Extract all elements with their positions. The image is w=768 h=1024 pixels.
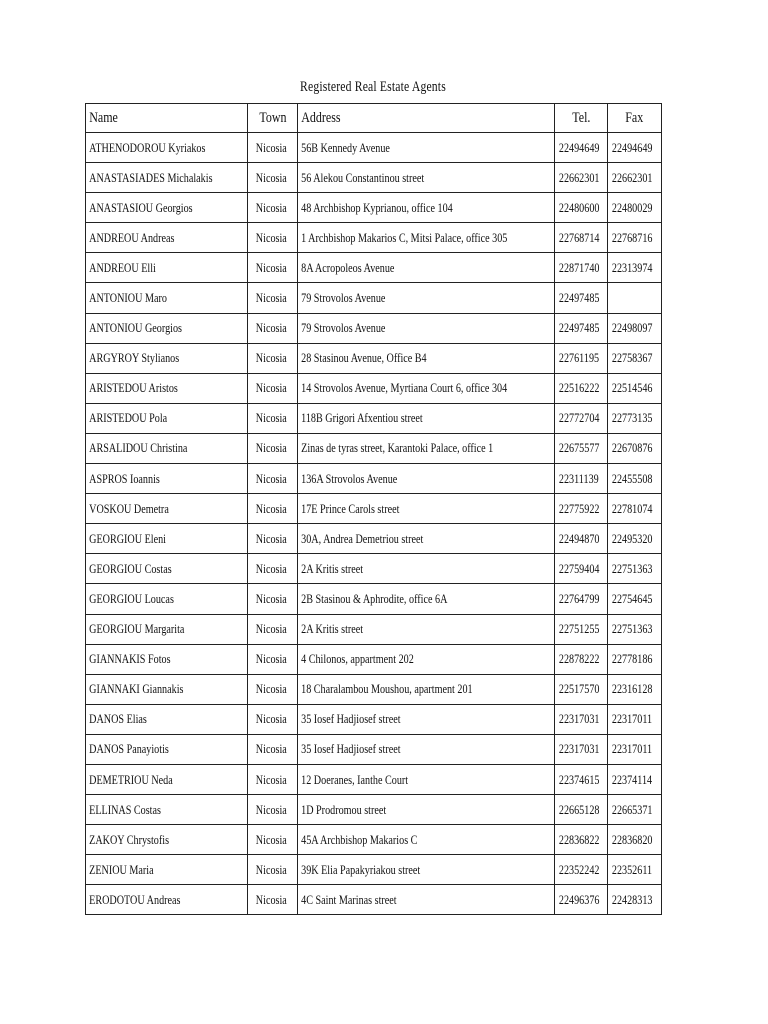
cell-address: 1 Archbishop Makarios C, Mitsi Palace, office 305 <box>298 223 555 253</box>
cell-address: 48 Archbishop Kyprianou, office 104 <box>298 193 555 223</box>
cell-town: Nicosia <box>248 644 298 674</box>
cell-address: 4 Chilonos, appartment 202 <box>298 644 555 674</box>
cell-town: Nicosia <box>248 494 298 524</box>
table-row <box>86 825 662 855</box>
column-header-tel: Tel. <box>555 104 608 133</box>
cell-fax: 22773135 <box>608 403 662 433</box>
table-row <box>86 133 662 163</box>
cell-fax: 22751363 <box>608 554 662 584</box>
cell-fax: 22758367 <box>608 343 662 373</box>
cell-tel: 22317031 <box>555 704 608 734</box>
cell-tel: 22768714 <box>555 223 608 253</box>
cell-tel: 22761195 <box>555 343 608 373</box>
cell-name: ELLINAS Costas <box>86 795 248 825</box>
cell-name: ASPROS Ioannis <box>86 464 248 494</box>
cell-tel: 22496376 <box>555 885 608 915</box>
cell-fax: 22751363 <box>608 614 662 644</box>
cell-address: 79 Strovolos Avenue <box>298 283 555 313</box>
cell-town: Nicosia <box>248 825 298 855</box>
cell-name: ANASTASIADES Michalakis <box>86 163 248 193</box>
cell-fax: 22495320 <box>608 524 662 554</box>
table-row <box>86 283 662 313</box>
cell-name: ANDREOU Elli <box>86 253 248 283</box>
table-header-row <box>86 104 662 133</box>
cell-tel: 22775922 <box>555 494 608 524</box>
column-header-town: Town <box>248 104 298 133</box>
cell-name: ERODOTOU Andreas <box>86 885 248 915</box>
cell-tel: 22662301 <box>555 163 608 193</box>
cell-fax: 22665371 <box>608 795 662 825</box>
cell-fax: 22836820 <box>608 825 662 855</box>
cell-tel: 22836822 <box>555 825 608 855</box>
cell-tel: 22517570 <box>555 674 608 704</box>
cell-address: 35 Iosef Hadjiosef street <box>298 734 555 764</box>
cell-name: DANOS Elias <box>86 704 248 734</box>
cell-town: Nicosia <box>248 584 298 614</box>
cell-tel: 22751255 <box>555 614 608 644</box>
cell-address: 1D Prodromou street <box>298 795 555 825</box>
cell-name: VOSKOU Demetra <box>86 494 248 524</box>
cell-fax: 22670876 <box>608 433 662 463</box>
cell-tel: 22675577 <box>555 433 608 463</box>
cell-address: 17E Prince Carols street <box>298 494 555 524</box>
cell-name: ZENIOU Maria <box>86 855 248 885</box>
cell-town: Nicosia <box>248 343 298 373</box>
cell-address: 14 Strovolos Avenue, Myrtiana Court 6, office 304 <box>298 373 555 403</box>
cell-fax: 22316128 <box>608 674 662 704</box>
cell-name: GEORGIOU Margarita <box>86 614 248 644</box>
cell-fax: 22662301 <box>608 163 662 193</box>
cell-town: Nicosia <box>248 403 298 433</box>
cell-town: Nicosia <box>248 464 298 494</box>
cell-name: ANDREOU Andreas <box>86 223 248 253</box>
cell-name: GEORGIOU Loucas <box>86 584 248 614</box>
cell-town: Nicosia <box>248 764 298 794</box>
table-row <box>86 704 662 734</box>
cell-fax: 22317011 <box>608 704 662 734</box>
cell-fax: 22498097 <box>608 313 662 343</box>
cell-name: ARSALIDOU Christina <box>86 433 248 463</box>
cell-town: Nicosia <box>248 614 298 644</box>
column-header-address: Address <box>298 104 555 133</box>
cell-tel: 22480600 <box>555 193 608 223</box>
cell-fax: 22428313 <box>608 885 662 915</box>
cell-name: ANTONIOU Maro <box>86 283 248 313</box>
cell-name: DANOS Panayiotis <box>86 734 248 764</box>
table-row <box>86 464 662 494</box>
cell-name: GEORGIOU Eleni <box>86 524 248 554</box>
cell-tel: 22878222 <box>555 644 608 674</box>
cell-name: ARISTEDOU Aristos <box>86 373 248 403</box>
column-header-fax: Fax <box>608 104 662 133</box>
cell-fax: 22480029 <box>608 193 662 223</box>
table-row <box>86 223 662 253</box>
cell-address: 28 Stasinou Avenue, Office B4 <box>298 343 555 373</box>
cell-address: 79 Strovolos Avenue <box>298 313 555 343</box>
cell-address: 45A Archbishop Makarios C <box>298 825 555 855</box>
cell-name: ANASTASIOU Georgios <box>86 193 248 223</box>
cell-fax: 22778186 <box>608 644 662 674</box>
cell-address: 18 Charalambou Moushou, apartment 201 <box>298 674 555 704</box>
cell-address: Zinas de tyras street, Karantoki Palace, office 1 <box>298 433 555 463</box>
cell-tel: 22374615 <box>555 764 608 794</box>
table-row <box>86 644 662 674</box>
cell-address: 2A Kritis street <box>298 614 555 644</box>
cell-address: 12 Doeranes, Ianthe Court <box>298 764 555 794</box>
cell-name: GEORGIOU Costas <box>86 554 248 584</box>
table-row <box>86 313 662 343</box>
cell-address: 39K Elia Papakyriakou street <box>298 855 555 885</box>
cell-fax: 22352611 <box>608 855 662 885</box>
cell-tel: 22665128 <box>555 795 608 825</box>
table-row <box>86 614 662 644</box>
cell-tel: 22516222 <box>555 373 608 403</box>
cell-fax: 22768716 <box>608 223 662 253</box>
cell-name: ARISTEDOU Pola <box>86 403 248 433</box>
cell-address: 56B Kennedy Avenue <box>298 133 555 163</box>
cell-name: ZAKOY Chrystofis <box>86 825 248 855</box>
cell-town: Nicosia <box>248 133 298 163</box>
cell-fax: 22455508 <box>608 464 662 494</box>
agents-table <box>85 103 662 915</box>
cell-tel: 22497485 <box>555 283 608 313</box>
cell-name: ATHENODOROU Kyriakos <box>86 133 248 163</box>
table-row <box>86 584 662 614</box>
table-row <box>86 163 662 193</box>
cell-town: Nicosia <box>248 554 298 584</box>
cell-tel: 22871740 <box>555 253 608 283</box>
cell-town: Nicosia <box>248 704 298 734</box>
table-row <box>86 554 662 584</box>
cell-address: 2B Stasinou & Aphrodite, office 6A <box>298 584 555 614</box>
cell-address: 136A Strovolos Avenue <box>298 464 555 494</box>
table-row <box>86 253 662 283</box>
cell-town: Nicosia <box>248 855 298 885</box>
table-row <box>86 524 662 554</box>
table-row <box>86 373 662 403</box>
table-row <box>86 885 662 915</box>
cell-name: GIANNAKIS Fotos <box>86 644 248 674</box>
cell-tel: 22494649 <box>555 133 608 163</box>
cell-address: 4C Saint Marinas street <box>298 885 555 915</box>
cell-town: Nicosia <box>248 433 298 463</box>
cell-address: 2A Kritis street <box>298 554 555 584</box>
cell-town: Nicosia <box>248 223 298 253</box>
table-row <box>86 403 662 433</box>
cell-tel: 22352242 <box>555 855 608 885</box>
cell-town: Nicosia <box>248 193 298 223</box>
cell-name: ANTONIOU Georgios <box>86 313 248 343</box>
cell-tel: 22772704 <box>555 403 608 433</box>
cell-town: Nicosia <box>248 163 298 193</box>
cell-name: DEMETRIOU Neda <box>86 764 248 794</box>
agents-table-body <box>86 133 662 915</box>
cell-tel: 22759404 <box>555 554 608 584</box>
table-row <box>86 764 662 794</box>
table-row <box>86 855 662 885</box>
cell-fax: 22781074 <box>608 494 662 524</box>
cell-address: 8A Acropoleos Avenue <box>298 253 555 283</box>
cell-town: Nicosia <box>248 795 298 825</box>
cell-address: 30A, Andrea Demetriou street <box>298 524 555 554</box>
cell-town: Nicosia <box>248 283 298 313</box>
table-row <box>86 193 662 223</box>
cell-town: Nicosia <box>248 674 298 704</box>
cell-tel: 22497485 <box>555 313 608 343</box>
cell-fax: 22374114 <box>608 764 662 794</box>
table-row <box>86 433 662 463</box>
cell-fax: 22754645 <box>608 584 662 614</box>
page-title: Registered Real Estate Agents <box>300 79 446 95</box>
cell-fax: 22317011 <box>608 734 662 764</box>
cell-fax: 22494649 <box>608 133 662 163</box>
cell-town: Nicosia <box>248 373 298 403</box>
cell-town: Nicosia <box>248 885 298 915</box>
cell-town: Nicosia <box>248 253 298 283</box>
cell-address: 35 Iosef Hadjiosef street <box>298 704 555 734</box>
table-row <box>86 343 662 373</box>
table-row <box>86 494 662 524</box>
cell-tel: 22494870 <box>555 524 608 554</box>
cell-tel: 22311139 <box>555 464 608 494</box>
cell-fax <box>608 283 662 313</box>
column-header-name: Name <box>86 104 248 133</box>
cell-town: Nicosia <box>248 524 298 554</box>
cell-town: Nicosia <box>248 313 298 343</box>
cell-fax: 22514546 <box>608 373 662 403</box>
cell-name: GIANNAKI Giannakis <box>86 674 248 704</box>
cell-address: 118B Grigori Afxentiou street <box>298 403 555 433</box>
table-row <box>86 674 662 704</box>
cell-name: ARGYROY Stylianos <box>86 343 248 373</box>
cell-tel: 22764799 <box>555 584 608 614</box>
cell-tel: 22317031 <box>555 734 608 764</box>
cell-town: Nicosia <box>248 734 298 764</box>
table-row <box>86 795 662 825</box>
cell-address: 56 Alekou Constantinou street <box>298 163 555 193</box>
cell-fax: 22313974 <box>608 253 662 283</box>
table-row <box>86 734 662 764</box>
